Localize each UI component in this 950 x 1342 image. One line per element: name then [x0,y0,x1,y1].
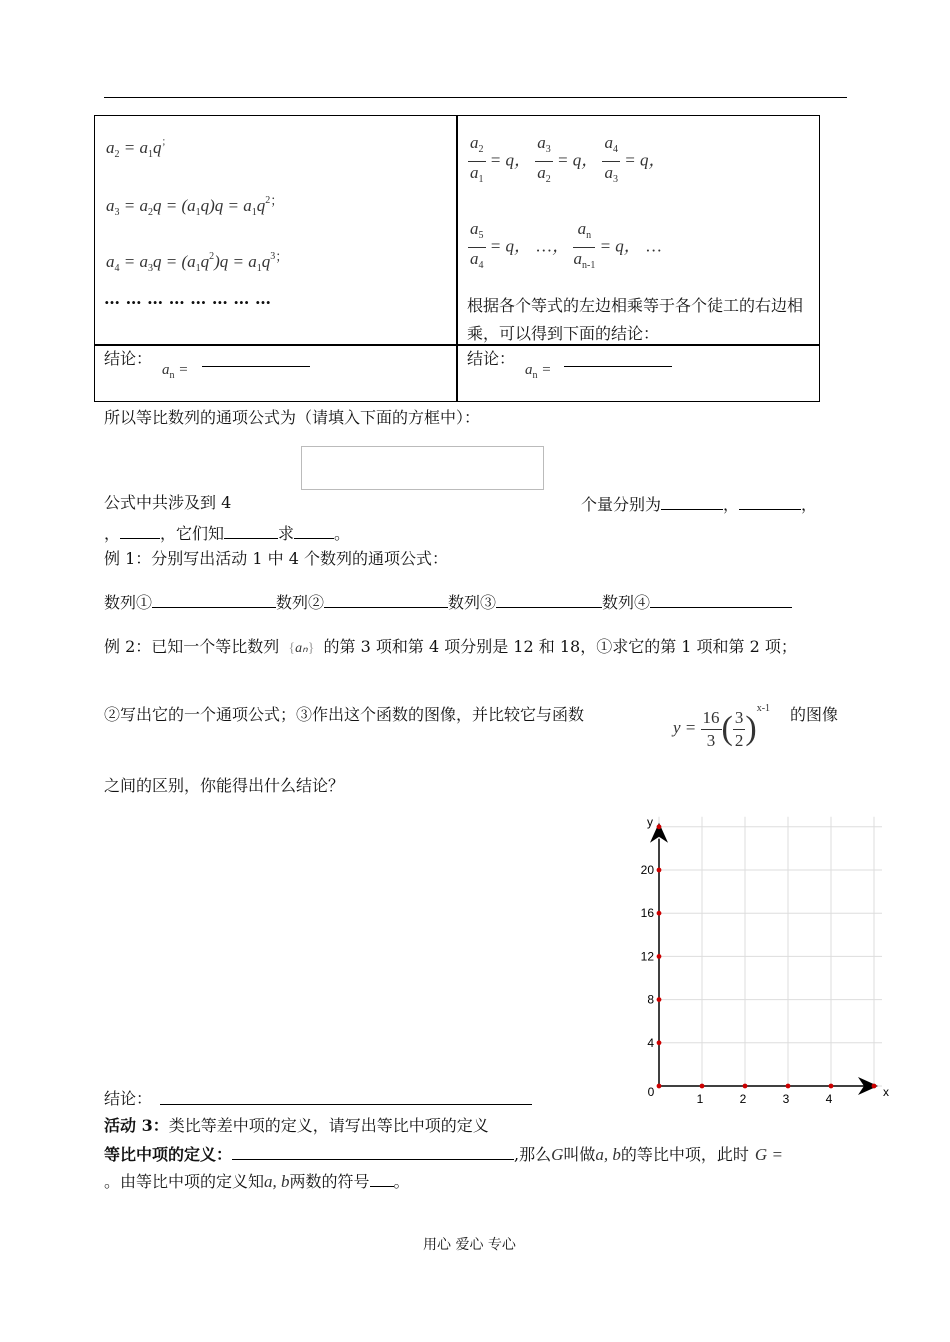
var-blank-known[interactable] [224,522,278,539]
origin-label: 0 [647,1085,655,1099]
example1-seq-row [104,591,792,613]
math-G-eq: G = [754,1145,783,1164]
data-point [786,1084,791,1089]
conclusion-right-expr: $a_n$ = [525,362,552,381]
seq-an: aₙ [295,641,308,656]
conclusion-left-expr: $a_n$ = [162,362,189,381]
y-tick-label: 16 [640,906,654,921]
x-tick-label: 4 [825,1092,833,1106]
frac-3: 3 [706,730,716,750]
def-blank[interactable] [232,1143,514,1160]
y-tick-label: 8 [647,992,654,1007]
math-G: G [551,1145,564,1164]
page-footer: 用心 爱心 专心 [423,1237,516,1253]
y-tick-label: 20 [640,863,654,877]
conclusion-right-blank[interactable] [564,366,672,367]
formula-vars-b: 个量分别为 ， ， [581,495,818,514]
chart-grid [659,817,882,1086]
ratio-note: 根据各个等式的左边相乘等于各个徒工的右边相乘，可以得到下面的结论： [467,296,804,343]
seq2-label: 数列② [276,593,325,612]
x-tick-label: 1 [696,1092,704,1106]
seq3-blank[interactable] [496,591,602,608]
def-rest-b: 叫做 [563,1145,596,1164]
def-rest-e: 两数的符号 [289,1172,370,1191]
math-ab: a, b [595,1145,621,1164]
formula-vars-line2: ， ，它们知 求 。 [104,524,351,543]
conclusion-right-label: 结论： [467,349,516,368]
header-rule [104,97,847,98]
func-y: y = [673,718,697,737]
y-tick-label: 12 [640,949,654,964]
frac-16: 16 [701,707,722,730]
example2-line1 [104,637,797,659]
def-rest-d: 。由等比中项的定义知 [104,1172,265,1191]
eq-a4: $a_4 = a_3q = (a_1q^2)q = a_1q^{3;}$ [106,249,289,274]
seq2-blank[interactable] [324,591,448,608]
var-blank-find[interactable] [294,522,334,539]
var-blank-3[interactable] [120,522,160,539]
formula-vars-c: ，它们知 [160,524,225,543]
chart-axes [650,823,878,1095]
example2-b: 的第 3 项和第 4 项分别是 12 和 18，①求它的第 1 项和第 2 项； [323,637,797,656]
example2-d: 的图像 [790,705,839,724]
func-exp: x-1 [756,703,771,714]
frac-16-3 [701,707,722,752]
sign-blank[interactable] [370,1170,394,1187]
data-point [657,1040,662,1045]
activity3-rest: 类比等差中项的定义，请写出等比中项的定义 [168,1116,489,1135]
data-point [657,997,662,1002]
chart-labels [641,815,889,1106]
formula-vars-b-text: 个量分别为 [581,495,662,514]
x-tick-label: 2 [739,1092,747,1106]
seq3-label: 数列③ [448,593,497,612]
formula-vars-a: 公式中共涉及到 4 [104,493,232,512]
def-rest-c: 的等比中项，此时 [620,1145,749,1164]
data-point [657,911,662,916]
y-tick-label: 4 [647,1035,654,1050]
seq1-blank[interactable] [152,591,276,608]
data-point [657,868,662,873]
eq-a2: $a_2 = a_1q^;$ [106,137,172,160]
conclusion-blank[interactable] [160,1104,532,1105]
def-rest-a: ,那么 [514,1145,552,1164]
activity3-line [104,1116,489,1136]
data-point [872,1084,877,1089]
example2-a: 例 2：已知一个等比数列 [104,637,280,656]
def-line [104,1143,783,1165]
example1-title: 例 1：分别写出活动 1 中 4 个数列的通项公式： [104,549,448,568]
seq4-blank[interactable] [650,591,792,608]
coordinate-chart [630,798,895,1118]
data-point [743,1084,748,1089]
var-blank-2[interactable] [739,493,801,510]
conclusion-label: 结论： [104,1089,153,1108]
var-blank-1[interactable] [661,493,723,510]
frac-3-2 [733,707,746,752]
data-point [657,824,662,829]
seq-an-braced: {aₙ} [288,641,315,656]
def-label: 等比中项的定义： [104,1145,233,1164]
formula-intro: 所以等比数列的通项公式为（请填入下面的方框中）： [104,408,481,427]
ratio-row-1: $\frac{a_2}{a_1}$ = q， $\frac{a_3}{a_2}$ = q， $\frac{a_4}{a_3}$ = q， [470,133,666,185]
eq-a3: $a_3 = a_2q = (a_1q)q = a_1q^{2;}$ [106,193,284,218]
example2-c: ②写出它的一个通项公式；③作出这个函数的图像，并比较它与函数 [104,705,585,724]
formula-box[interactable] [301,446,544,490]
data-point [657,954,662,959]
seq4-label: 数列④ [602,593,651,612]
math-ab-2: a, b [264,1172,290,1191]
data-point [700,1084,705,1089]
ratio-row-2: $\frac{a_5}{a_4}$ = q， …， $\frac{a_n}{a_{n-1}}$ = q， … [470,219,663,271]
frac-3b: 3 [733,707,746,730]
data-point [829,1084,834,1089]
x-axis-label: x [883,1085,889,1099]
def-line2: 。由等比中项的定义知a, b两数的符号 。 [104,1172,410,1191]
dots-row: … … … … … … … … [104,289,271,308]
conclusion-left-label: 结论： [104,349,153,368]
frac-2: 2 [734,730,744,750]
formula-vars-d: 求 [278,524,295,543]
activity3-label: 活动 3： [104,1116,169,1135]
func-expression: y = $\frac{16}{3}$ ( $\frac{3}{2}$ )$^{x-1}$ [673,703,771,750]
y-axis-label: y [647,814,653,829]
conclusion-left-blank[interactable] [202,366,310,367]
example2-e: 之间的区别，你能得出什么结论？ [104,776,345,795]
seq1-label: 数列① [104,593,153,612]
data-point [657,1084,662,1089]
x-tick-label: 3 [782,1092,790,1106]
